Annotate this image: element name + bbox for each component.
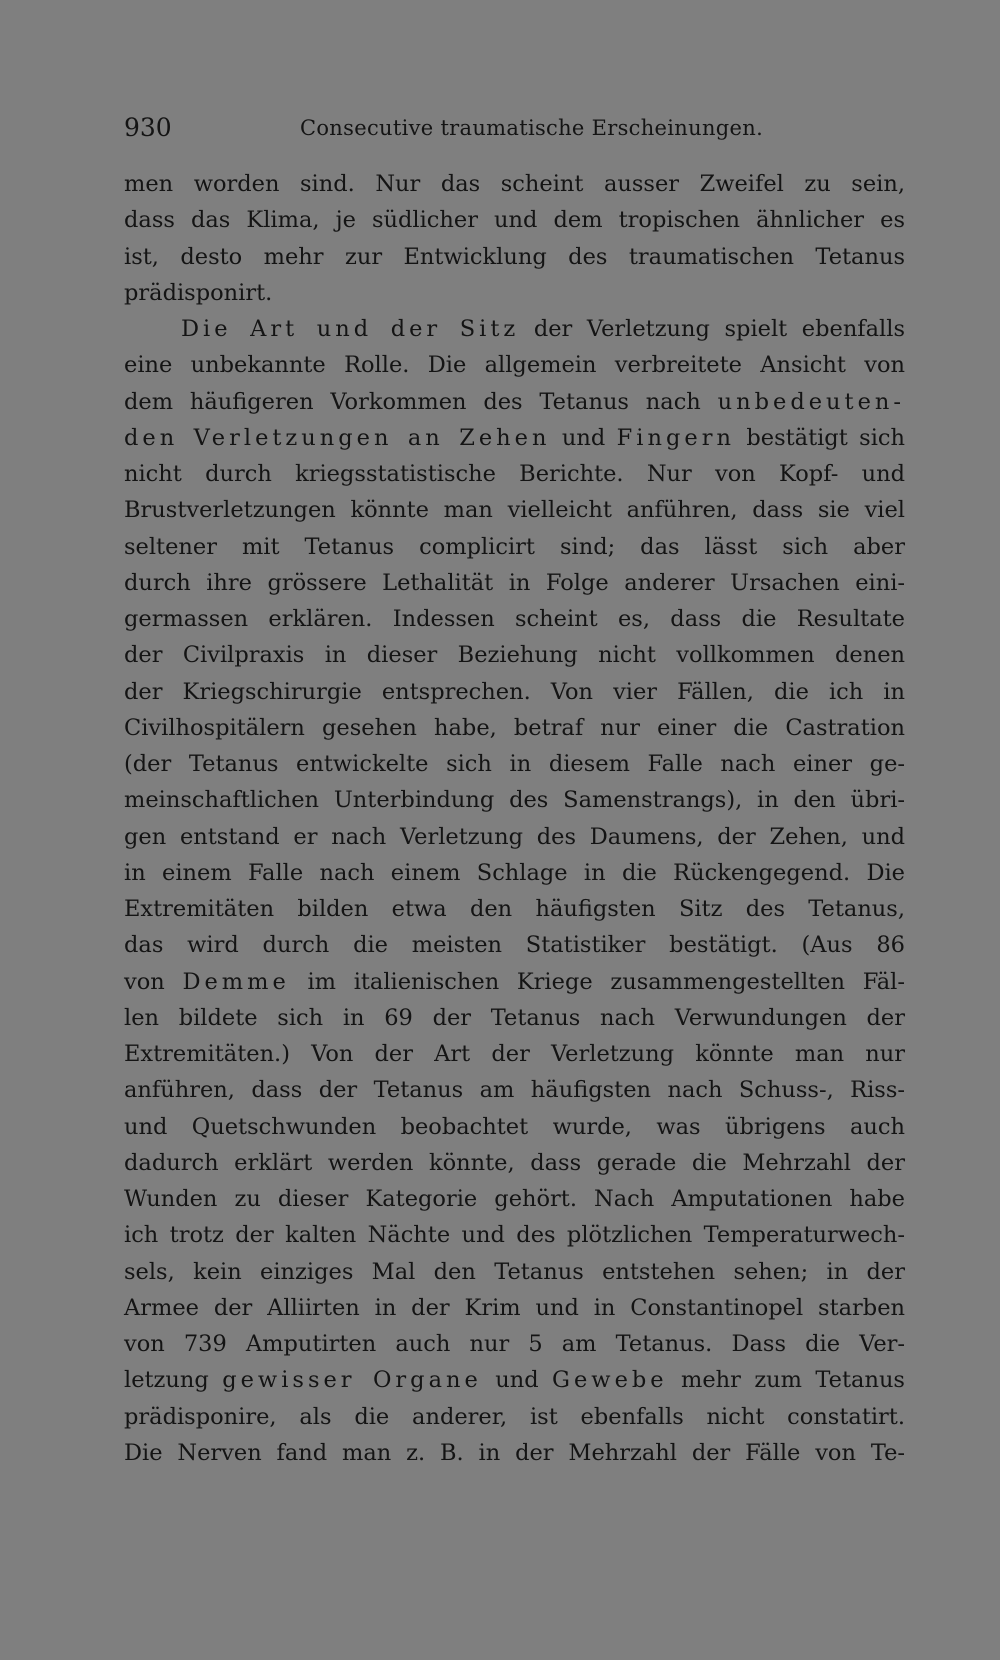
- text-line: der Civilpraxis in dieser Beziehung nicht vollkommen denen: [124, 642, 905, 669]
- text-line: anführen, dass der Tetanus am häufigsten nach Schuss-, Riss-: [124, 1077, 905, 1104]
- text-line: letzung gewisser Organe und Gewebe mehr zum Tetanus: [124, 1367, 905, 1394]
- spaced-emphasis: den Verletzungen an Zehen: [124, 424, 551, 451]
- text-line: prädisponirt.: [124, 279, 273, 306]
- page-header: [124, 111, 906, 145]
- text-line: Civilhospitälern gesehen habe, betraf nur einer die Castration: [124, 714, 905, 741]
- text-line: Armee der Alliirten in der Krim und in Constantinopel starben: [124, 1294, 905, 1321]
- text-line: dass das Klima, je südlicher und dem tropischen ähnlicher es: [124, 207, 905, 234]
- text-line: dadurch erklärt werden könnte, dass gerade die Mehrzahl der: [124, 1149, 905, 1176]
- text-line: das wird durch die meisten Statistiker bestätigt. (Aus 86: [124, 932, 905, 959]
- text-line: der Kriegschirurgie entsprechen. Von vier Fällen, die ich in: [124, 678, 905, 705]
- text-line: von Demme im italienischen Kriege zusammengestellten Fäl-: [124, 968, 905, 995]
- text-line: den Verletzungen an Zehen und Fingern bestätigt sich: [124, 424, 905, 451]
- text-line: len bildete sich in 69 der Tetanus nach Verwundungen der: [124, 1004, 905, 1031]
- spaced-emphasis: Gewebe: [552, 1367, 668, 1394]
- spaced-emphasis: unbedeuten-: [717, 388, 905, 415]
- text-line: dem häufigeren Vorkommen des Tetanus nach unbedeuten-: [124, 388, 905, 415]
- text-line: Extremitäten bilden etwa den häufigsten Sitz des Tetanus,: [124, 896, 905, 922]
- text-line: men worden sind. Nur das scheint ausser Zweifel zu sein,: [124, 171, 905, 197]
- text-line: prädisponire, als die anderer, ist ebenfalls nicht constatirt.: [124, 1403, 905, 1430]
- text-line: Die Nerven fand man z. B. in der Mehrzahl der Fälle von Te-: [124, 1439, 905, 1466]
- text-line: meinschaftlichen Unterbindung des Samenstrangs), in den übri-: [124, 787, 905, 814]
- spaced-emphasis: gewisser Organe: [222, 1367, 482, 1394]
- text-line: und Quetschwunden beobachtet wurde, was übrigens auch: [124, 1113, 905, 1140]
- spaced-emphasis: Die Art und der Sitz: [181, 316, 520, 342]
- text-line: Wunden zu dieser Kategorie gehört. Nach Amputationen habe: [124, 1186, 905, 1212]
- body-text: [124, 166, 905, 1471]
- text-line: ist, desto mehr zur Entwicklung des traumatischen Tetanus: [124, 243, 905, 270]
- text-line: in einem Falle nach einem Schlage in die Rückengegend. Die: [124, 859, 905, 886]
- text-line: seltener mit Tetanus complicirt sind; das lässt sich aber: [124, 533, 905, 560]
- text-line: Die Art und der Sitz der Verletzung spielt ebenfalls: [181, 316, 905, 342]
- page-number: 930: [124, 113, 172, 142]
- spaced-emphasis: Demme: [182, 968, 290, 995]
- text-line: ich trotz der kalten Nächte und des plötzlichen Temperaturwech-: [124, 1222, 905, 1249]
- text-line: von 739 Amputirten auch nur 5 am Tetanus. Dass die Ver-: [124, 1331, 905, 1357]
- text-line: durch ihre grössere Lethalität in Folge anderer Ursachen eini-: [124, 569, 905, 596]
- text-line: eine unbekannte Rolle. Die allgemein verbreitete Ansicht von: [124, 352, 905, 379]
- running-head: Consecutive traumatische Erscheinungen.: [300, 116, 764, 140]
- text-line: Extremitäten.) Von der Art der Verletzung könnte man nur: [124, 1041, 905, 1067]
- text-line: gen entstand er nach Verletzung des Daumens, der Zehen, und: [124, 823, 905, 850]
- text-line: sels, kein einziges Mal den Tetanus entstehen sehen; in der: [124, 1258, 905, 1285]
- text-line: (der Tetanus entwickelte sich in diesem Falle nach einer ge-: [124, 751, 905, 777]
- text-line: nicht durch kriegsstatistische Berichte. Nur von Kopf- und: [124, 461, 905, 487]
- text-line: Brustverletzungen könnte man vielleicht anführen, dass sie viel: [124, 497, 905, 524]
- text-line: germassen erklären. Indessen scheint es, dass die Resultate: [124, 606, 905, 632]
- spaced-emphasis: Fingern: [616, 424, 735, 451]
